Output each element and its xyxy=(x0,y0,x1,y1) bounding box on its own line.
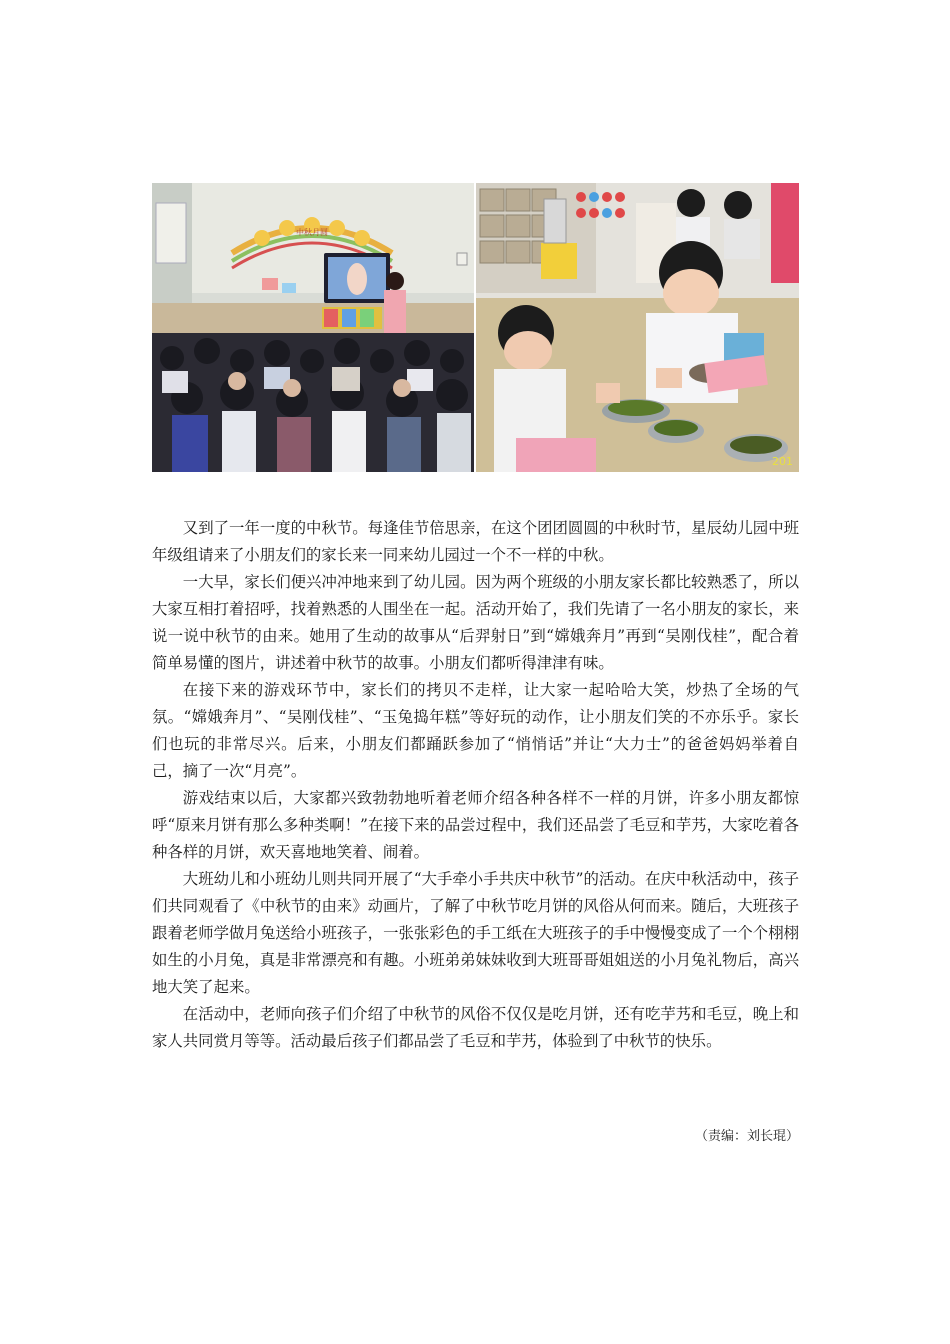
article-body xyxy=(152,515,799,1055)
photo-row xyxy=(152,183,799,472)
paragraph-5: 大班幼儿和小班幼儿则共同开展了“大手牵小手共庆中秋节”的活动。在庆中秋活动中，孩子们共同观看了《中秋节的由来》动画片，了解了中秋节吃月饼的风俗从何而来。随后，大班孩子跟着老师学做月兔送给小班孩子，一张张彩色的手工纸在大班孩子的手中慢慢变成了一个个栩栩如生的小月兔，真是非常漂亮和有趣。小班弟弟妹妹收到大班哥哥姐姐送的小月兔礼物后，高兴地大笑了起来。 xyxy=(152,870,799,996)
photo-parents-storytelling xyxy=(152,183,474,472)
paragraph-6: 在活动中，老师向孩子们介绍了中秋节的风俗不仅仅是吃月饼，还有吃芋艿和毛豆，晚上和家人共同赏月等等。活动最后孩子们都品尝了毛豆和芋艿，体验到了中秋节的快乐。 xyxy=(152,1005,799,1050)
paragraph-3: 在接下来的游戏环节中，家长们的拷贝不走样，让大家一起哈哈大笑，炒热了全场的气氛。“嫦娥奔月”、“吴刚伐桂”、“玉兔捣年糕”等好玩的动作，让小朋友们笑的不亦乐乎。家长们也玩的非常尽兴。后来，小朋友们都踊跃参加了“悄悄话”并让“大力士”的爸爸妈妈举着自己，摘了一次“月亮”。 xyxy=(152,681,799,780)
wall-banner-text: 中秋月圆 xyxy=(296,228,328,237)
photo-children-peeling-beans xyxy=(476,183,799,472)
photo-date-watermark: 201 xyxy=(772,455,793,468)
paragraph-2: 一大早，家长们便兴冲冲地来到了幼儿园。因为两个班级的小朋友家长都比较熟悉了，所以大家互相打着招呼，找着熟悉的人围坐在一起。活动开始了，我们先请了一名小朋友的家长，来说一说中秋节的由来。她用了生动的故事从“后羿射日”到“嫦娥奔月”再到“吴刚伐桂”，配合着简单易懂的图片，讲述着中秋节的故事。小朋友们都听得津津有味。 xyxy=(152,573,799,672)
paragraph-4: 游戏结束以后，大家都兴致勃勃地听着老师介绍各种各样不一样的月饼，许多小朋友都惊呼“原来月饼有那么多种类啊！”在接下来的品尝过程中，我们还品尝了毛豆和芋艿，大家吃着各种各样的月饼，欢天喜地地笑着、闹着。 xyxy=(152,789,799,861)
paragraph-1: 又到了一年一度的中秋节。每逢佳节倍思亲，在这个团团圆圆的中秋时节，星辰幼儿园中班年级组请来了小朋友们的家长来一同来幼儿园过一个不一样的中秋。 xyxy=(152,519,799,564)
editor-credit: （责编：刘长琨） xyxy=(694,1129,799,1144)
